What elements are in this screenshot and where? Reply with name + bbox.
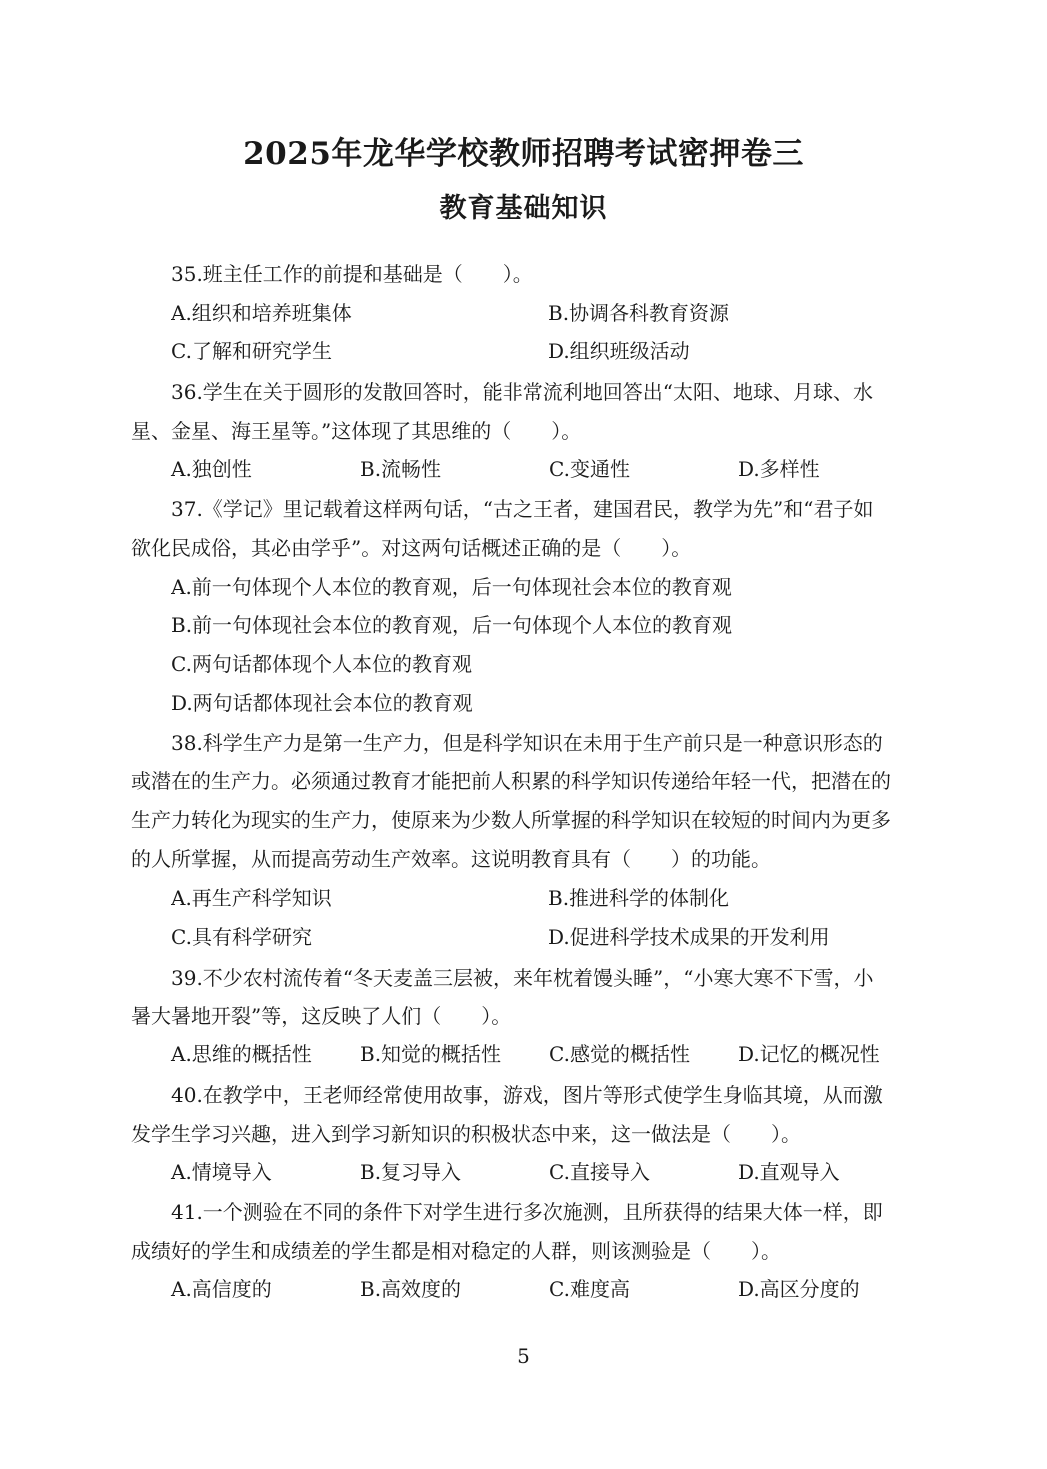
question-41-option-b: B.高效度的 (360, 1277, 462, 1301)
question-39-stem-line-2: 暑大暑地开裂”等，这反映了人们（ ）。 (131, 1004, 512, 1028)
question-40-options (171, 1160, 917, 1184)
question-40-option-d: D.直观导入 (738, 1160, 840, 1184)
question-35-option-d: D.组织班级活动 (548, 339, 690, 363)
question-36-option-a: A.独创性 (171, 457, 252, 481)
question-36-option-d: D.多样性 (738, 457, 820, 481)
question-41-option-c: C.难度高 (549, 1277, 630, 1301)
question-41-option-a: A.高信度的 (171, 1277, 272, 1301)
question-36-option-c: C.变通性 (549, 457, 630, 481)
question-37-option-c: C.两句话都体现个人本位的教育观 (171, 652, 472, 676)
exam-title: 2025年龙华学校教师招聘考试密押卷三 (243, 136, 804, 172)
question-37-stem-line-1: 37.《学记》里记载着这样两句话，“古之王者，建国君民，教学为先”和“君子如 (171, 497, 874, 521)
question-40-option-b: B.复习导入 (360, 1160, 462, 1184)
question-38-option-a: A.再生产科学知识 (171, 886, 332, 910)
question-39-option-d: D.记忆的概况性 (738, 1042, 880, 1066)
question-38-stem-line-4: 的人所掌握，从而提高劳动生产效率。这说明教育具有（ ）的功能。 (131, 847, 771, 871)
question-40-stem-line-1: 40.在教学中，王老师经常使用故事，游戏，图片等形式使学生身临其境，从而激 (171, 1083, 883, 1107)
page-number: 5 (517, 1344, 530, 1368)
question-38-option-c: C.具有科学研究 (171, 925, 312, 949)
question-38-stem-line-2: 或潜在的生产力。必须通过教育才能把前人积累的科学知识传递给年轻一代，把潜在的 (131, 769, 891, 793)
question-35-option-a: A.组织和培养班集体 (171, 301, 352, 325)
question-38-stem-line-3: 生产力转化为现实的生产力，使原来为少数人所掌握的科学知识在较短的时间内为更多 (131, 808, 891, 832)
question-35-option-c: C.了解和研究学生 (171, 339, 332, 363)
question-39-option-a: A.思维的概括性 (171, 1042, 312, 1066)
question-37-option-d: D.两句话都体现社会本位的教育观 (171, 691, 473, 715)
question-41-stem-line-2: 成绩好的学生和成绩差的学生都是相对稳定的人群，则该测验是（ ）。 (131, 1239, 781, 1263)
question-40-option-a: A.情境导入 (171, 1160, 272, 1184)
question-36-options (171, 457, 917, 481)
question-38-option-b: B.推进科学的体制化 (548, 886, 730, 910)
question-39-option-c: C.感觉的概括性 (549, 1042, 690, 1066)
question-40-option-c: C.直接导入 (549, 1160, 650, 1184)
question-41-option-d: D.高区分度的 (738, 1277, 860, 1301)
question-38-option-d: D.促进科学技术成果的开发利用 (548, 925, 830, 949)
exam-subtitle: 教育基础知识 (439, 193, 608, 224)
question-37-option-a: A.前一句体现个人本位的教育观，后一句体现社会本位的教育观 (171, 575, 732, 599)
question-41-options (171, 1277, 917, 1301)
question-36-stem-line-1: 36.学生在关于圆形的发散回答时，能非常流利地回答出“太阳、地球、月球、水 (171, 380, 874, 404)
question-37-option-b: B.前一句体现社会本位的教育观，后一句体现个人本位的教育观 (171, 613, 733, 637)
question-35-stem: 35.班主任工作的前提和基础是（ ）。 (171, 262, 533, 286)
question-38-stem-line-1: 38.科学生产力是第一生产力，但是科学知识在未用于生产前只是一种意识形态的 (171, 731, 883, 755)
question-36-stem-line-2: 星、金星、海王星等。”这体现了其思维的（ ）。 (131, 419, 582, 443)
question-39-options (171, 1042, 917, 1066)
question-36-option-b: B.流畅性 (360, 457, 442, 481)
question-39-option-b: B.知觉的概括性 (360, 1042, 502, 1066)
question-37-stem-line-2: 欲化民成俗，其必由学乎”。对这两句话概述正确的是（ ）。 (131, 536, 692, 560)
question-35-option-b: B.协调各科教育资源 (548, 301, 730, 325)
question-40-stem-line-2: 发学生学习兴趣，进入到学习新知识的积极状态中来，这一做法是（ ）。 (131, 1122, 801, 1146)
question-41-stem-line-1: 41.一个测验在不同的条件下对学生进行多次施测，且所获得的结果大体一样，即 (171, 1200, 883, 1224)
question-39-stem-line-1: 39.不少农村流传着“冬天麦盖三层被，来年枕着馒头睡”，“小寒大寒不下雪，小 (171, 966, 874, 990)
